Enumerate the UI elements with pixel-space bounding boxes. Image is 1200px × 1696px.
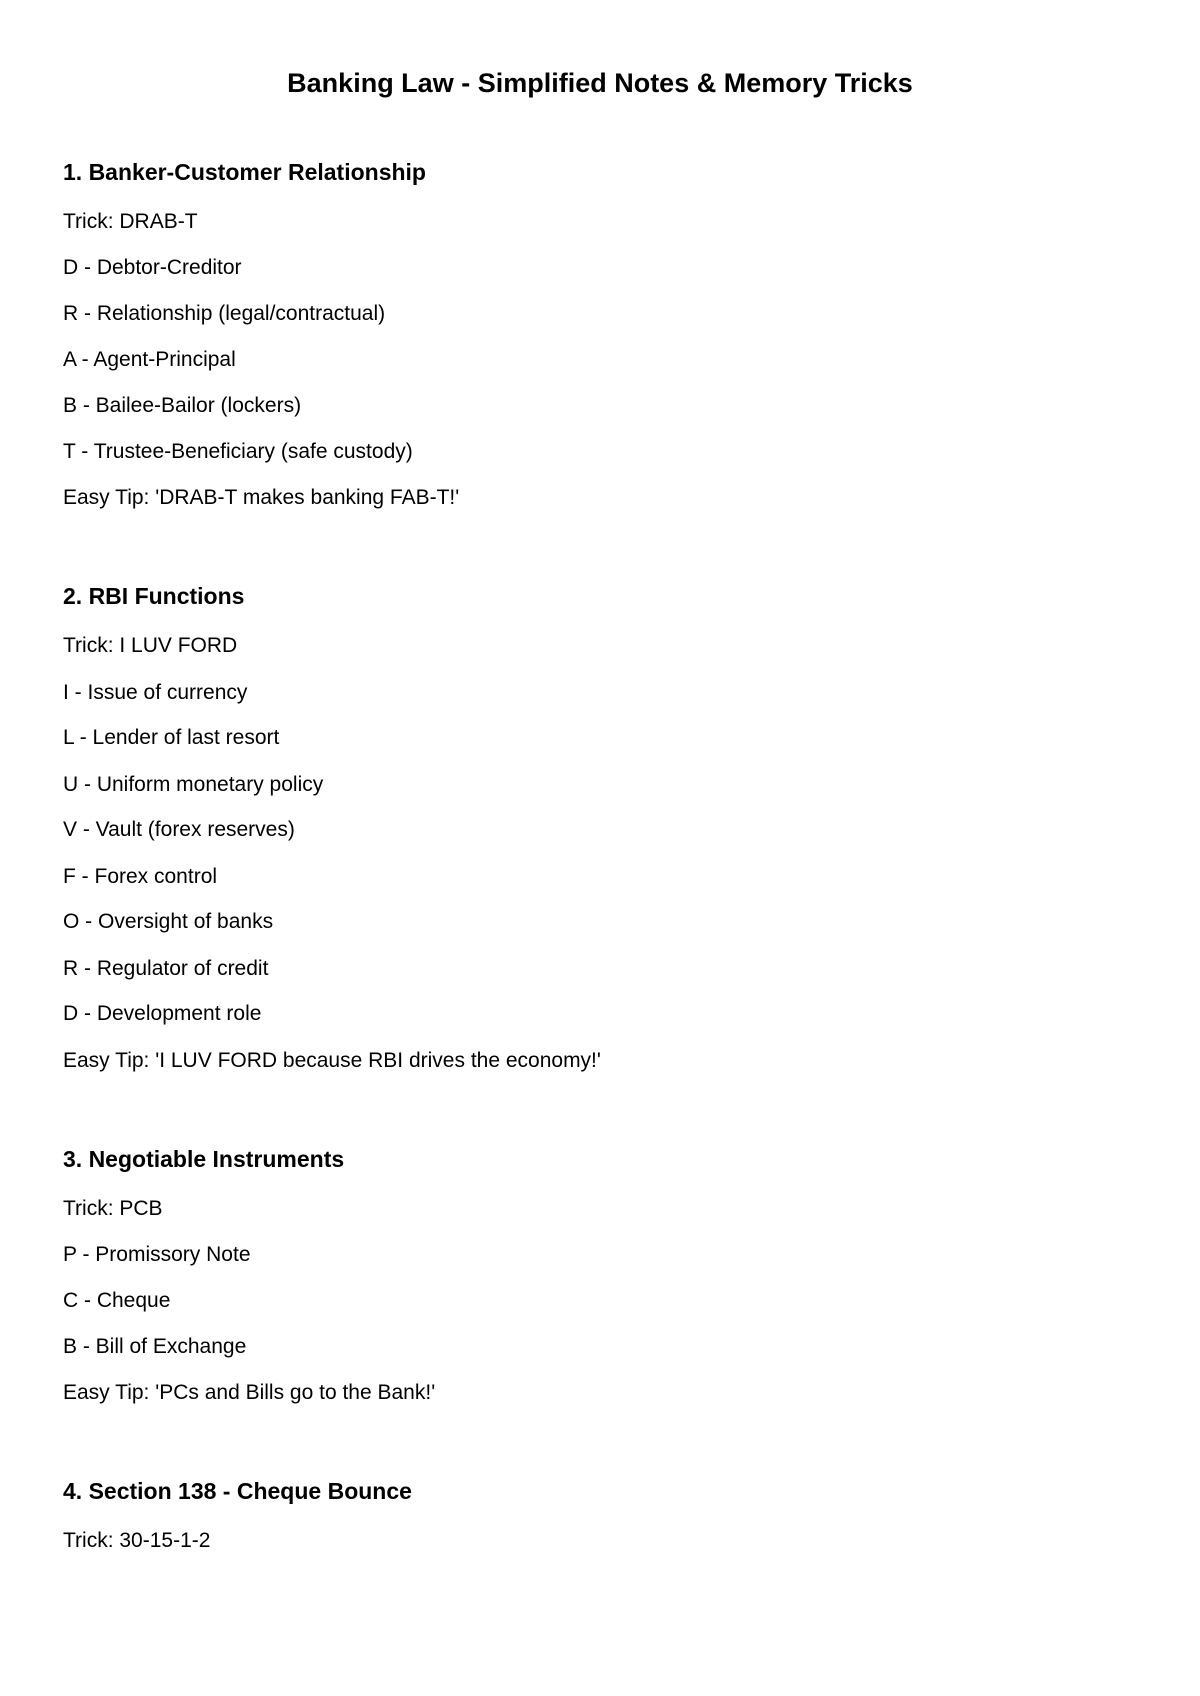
- list-item: D - Debtor-Creditor: [63, 256, 242, 279]
- trick-line: Trick: PCB: [63, 1197, 163, 1220]
- section-heading: 1. Banker-Customer Relationship: [63, 159, 426, 185]
- list-item: T - Trustee-Beneficiary (safe custody): [63, 440, 413, 463]
- section-heading: 4. Section 138 - Cheque Bounce: [63, 1478, 412, 1504]
- list-item: D - Development role: [63, 1002, 262, 1025]
- trick-line: Trick: DRAB-T: [63, 210, 198, 233]
- document-title: Banking Law - Simplified Notes & Memory Tricks: [287, 68, 913, 98]
- tip-line: Easy Tip: 'I LUV FORD because RBI drives the economy!': [63, 1049, 601, 1072]
- trick-line: Trick: I LUV FORD: [63, 634, 238, 657]
- list-item: R - Regulator of credit: [63, 957, 269, 980]
- tip-line: Easy Tip: 'DRAB-T makes banking FAB-T!': [63, 486, 460, 509]
- list-item: A - Agent-Principal: [63, 348, 236, 371]
- list-item: B - Bill of Exchange: [63, 1335, 247, 1358]
- tip-line: Easy Tip: 'PCs and Bills go to the Bank!': [63, 1381, 436, 1404]
- list-item: B - Bailee-Bailor (lockers): [63, 394, 302, 417]
- list-item: I - Issue of currency: [63, 681, 248, 704]
- list-item: F - Forex control: [63, 865, 218, 888]
- list-item: L - Lender of last resort: [63, 726, 280, 749]
- list-item: R - Relationship (legal/contractual): [63, 302, 386, 325]
- list-item: P - Promissory Note: [63, 1243, 251, 1266]
- section-heading: 3. Negotiable Instruments: [63, 1146, 345, 1172]
- list-item: O - Oversight of banks: [63, 910, 274, 933]
- list-item: C - Cheque: [63, 1289, 171, 1312]
- list-item: U - Uniform monetary policy: [63, 773, 324, 796]
- list-item: V - Vault (forex reserves): [63, 818, 295, 841]
- trick-line: Trick: 30-15-1-2: [63, 1529, 211, 1552]
- section-heading: 2. RBI Functions: [63, 583, 245, 609]
